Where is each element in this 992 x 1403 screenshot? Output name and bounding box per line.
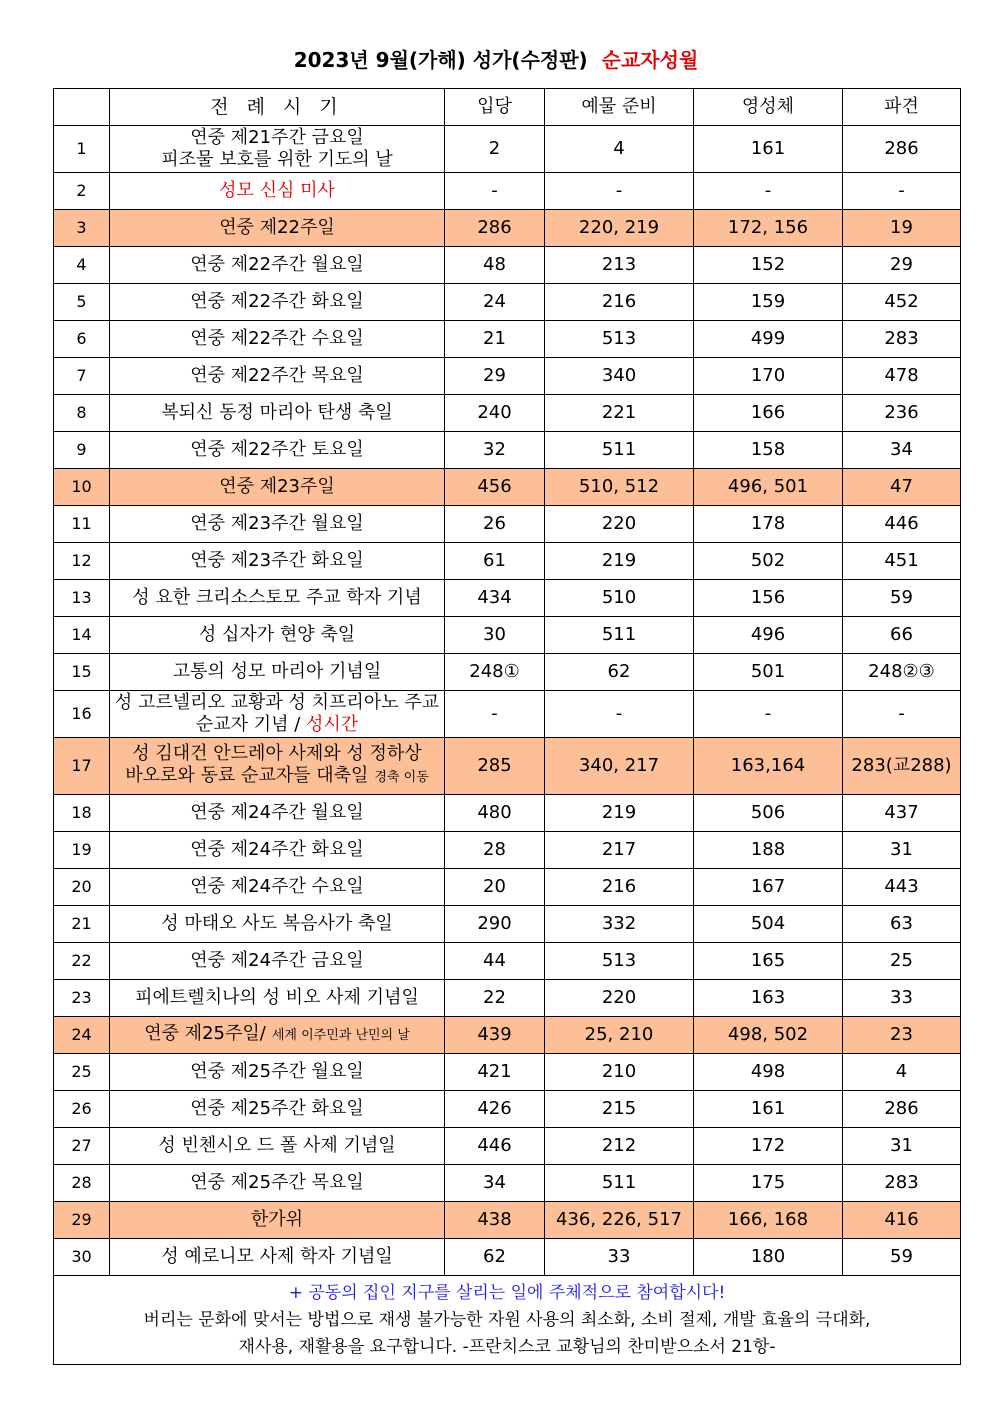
entrance-hymn: 30: [445, 617, 545, 654]
day-number: 25: [54, 1054, 110, 1091]
footer-row: [54, 1276, 961, 1365]
dismissal-hymn: 31: [843, 1128, 961, 1165]
dismissal-hymn: 63: [843, 906, 961, 943]
day-number: 21: [54, 906, 110, 943]
communion-hymn: 506: [694, 795, 843, 832]
table-row: [54, 943, 961, 980]
offertory-hymn: 4: [545, 126, 694, 173]
liturgy-name-line1: 연중 제21주간 금요일: [190, 127, 364, 148]
communion-hymn: 159: [694, 284, 843, 321]
footer-line3: 재사용, 재활용을 요구합니다. -프란치스코 교황님의 찬미받으소서 21항-: [238, 1336, 776, 1357]
offertory-hymn: 25, 210: [545, 1017, 694, 1054]
offertory-hymn: 213: [545, 247, 694, 284]
communion-hymn: -: [694, 173, 843, 210]
dismissal-hymn: 29: [843, 247, 961, 284]
offertory-hymn: 216: [545, 869, 694, 906]
communion-hymn: 161: [694, 1091, 843, 1128]
liturgy-name: [110, 210, 445, 247]
table-row: [54, 395, 961, 432]
table-row: [54, 1017, 961, 1054]
liturgy-name: [110, 358, 445, 395]
liturgy-name-line2: [110, 149, 444, 171]
day-number: 18: [54, 795, 110, 832]
header-entrance: 입당: [445, 89, 545, 126]
liturgy-name-text: 복되신 동정 마리아 탄생 축일: [161, 402, 393, 423]
liturgy-name-text: 연중 제25주간 화요일: [190, 1098, 364, 1119]
liturgy-name: [110, 1239, 445, 1276]
offertory-hymn: 219: [545, 543, 694, 580]
table-row: [54, 869, 961, 906]
day-number: 9: [54, 432, 110, 469]
table-row: [54, 126, 961, 173]
communion-hymn: 502: [694, 543, 843, 580]
liturgy-name: [110, 469, 445, 506]
liturgy-name-text: 연중 제24주간 화요일: [190, 839, 364, 860]
liturgy-name: [110, 1091, 445, 1128]
liturgy-name: [110, 1054, 445, 1091]
table-row: [54, 358, 961, 395]
dismissal-hymn: 59: [843, 1239, 961, 1276]
liturgy-name-text: 연중 제24주간 금요일: [190, 950, 364, 971]
entrance-hymn: 438: [445, 1202, 545, 1239]
liturgy-name: [110, 543, 445, 580]
entrance-hymn: 439: [445, 1017, 545, 1054]
liturgy-name-text: 연중 제25주일/: [144, 1023, 266, 1044]
entrance-hymn: 22: [445, 980, 545, 1017]
liturgy-name-text: 성 요한 크리소스토모 주교 학자 기념: [132, 587, 422, 608]
communion-hymn: 180: [694, 1239, 843, 1276]
liturgy-name-text: 연중 제24주간 수요일: [190, 876, 364, 897]
liturgy-name: [110, 832, 445, 869]
header-dismissal: 파견: [843, 89, 961, 126]
offertory-hymn: 220: [545, 980, 694, 1017]
day-number: 4: [54, 247, 110, 284]
communion-hymn: 163: [694, 980, 843, 1017]
liturgy-name: [110, 247, 445, 284]
header-communion: 영성체: [694, 89, 843, 126]
table-row: [54, 506, 961, 543]
liturgy-name-text: 연중 제22주간 수요일: [190, 328, 364, 349]
communion-hymn: 166: [694, 395, 843, 432]
header-row: [54, 89, 961, 126]
day-number: 28: [54, 1165, 110, 1202]
entrance-hymn: 285: [445, 738, 545, 795]
table-row: [54, 980, 961, 1017]
dismissal-hymn: 59: [843, 580, 961, 617]
liturgy-name-text: 연중 제22주일: [219, 217, 335, 238]
entrance-hymn: 44: [445, 943, 545, 980]
offertory-hymn: 220, 219: [545, 210, 694, 247]
liturgy-name: [110, 617, 445, 654]
dismissal-hymn: 33: [843, 980, 961, 1017]
offertory-hymn: 332: [545, 906, 694, 943]
dismissal-hymn: 248②③: [843, 654, 961, 691]
liturgy-name-line2-text: 순교자 기념 /: [195, 714, 306, 735]
communion-hymn: -: [694, 691, 843, 738]
table-row: [54, 210, 961, 247]
table-row: [54, 1091, 961, 1128]
offertory-hymn: 511: [545, 432, 694, 469]
table-row: [54, 580, 961, 617]
liturgy-name-text: 성 빈첸시오 드 폴 사제 기념일: [158, 1135, 396, 1156]
liturgy-name-text: 한가위: [250, 1209, 304, 1230]
title-accent: 순교자성월: [601, 48, 699, 72]
offertory-hymn: 340, 217: [545, 738, 694, 795]
day-number: 19: [54, 832, 110, 869]
day-number: 16: [54, 691, 110, 738]
communion-hymn: 172, 156: [694, 210, 843, 247]
page-title: [0, 44, 992, 73]
communion-hymn: 498, 502: [694, 1017, 843, 1054]
table-row: [54, 247, 961, 284]
footer-line1: + 공동의 집인 지구를 살리는 일에 주체적으로 참여합시다!: [288, 1282, 726, 1303]
offertory-hymn: 62: [545, 654, 694, 691]
liturgy-name-red: 성시간: [306, 714, 359, 735]
day-number: 24: [54, 1017, 110, 1054]
day-number: 30: [54, 1239, 110, 1276]
day-number: 29: [54, 1202, 110, 1239]
communion-hymn: 152: [694, 247, 843, 284]
table-row: [54, 173, 961, 210]
dismissal-hymn: 31: [843, 832, 961, 869]
communion-hymn: 163,164: [694, 738, 843, 795]
entrance-hymn: 240: [445, 395, 545, 432]
entrance-hymn: 434: [445, 580, 545, 617]
table-row: [54, 617, 961, 654]
dismissal-hymn: 236: [843, 395, 961, 432]
day-number: 10: [54, 469, 110, 506]
dismissal-hymn: 416: [843, 1202, 961, 1239]
communion-hymn: 161: [694, 126, 843, 173]
liturgy-name-text: 고통의 성모 마리아 기념일: [172, 661, 382, 682]
day-number: 15: [54, 654, 110, 691]
offertory-hymn: 340: [545, 358, 694, 395]
table-row: [54, 432, 961, 469]
table-row: [54, 832, 961, 869]
liturgy-name: [110, 980, 445, 1017]
day-number: 5: [54, 284, 110, 321]
liturgy-name: [110, 691, 445, 738]
offertory-hymn: 221: [545, 395, 694, 432]
liturgy-name: [110, 1202, 445, 1239]
table-row: [54, 1239, 961, 1276]
entrance-hymn: 21: [445, 321, 545, 358]
table-row: [54, 654, 961, 691]
dismissal-hymn: -: [843, 173, 961, 210]
liturgy-name-small: 세계 이주민과 난민의 날: [271, 1028, 410, 1043]
liturgy-name-text: 연중 제23주간 월요일: [190, 513, 364, 534]
liturgy-name: [110, 580, 445, 617]
entrance-hymn: 62: [445, 1239, 545, 1276]
dismissal-hymn: 446: [843, 506, 961, 543]
communion-hymn: 158: [694, 432, 843, 469]
day-number: 14: [54, 617, 110, 654]
dismissal-hymn: 437: [843, 795, 961, 832]
communion-hymn: 188: [694, 832, 843, 869]
entrance-hymn: 426: [445, 1091, 545, 1128]
communion-hymn: 166, 168: [694, 1202, 843, 1239]
entrance-hymn: 48: [445, 247, 545, 284]
table-row: [54, 284, 961, 321]
title-main: 2023년 9월(가해) 성가(수정판): [293, 48, 588, 72]
table-row: [54, 1054, 961, 1091]
communion-hymn: 178: [694, 506, 843, 543]
footer-line2: 버리는 문화에 맞서는 방법으로 재생 불가능한 자원 사용의 최소화, 소비 절제, 개발 효율의 극대화,: [143, 1309, 871, 1330]
liturgy-name: [110, 126, 445, 173]
table-row: [54, 1202, 961, 1239]
day-number: 12: [54, 543, 110, 580]
liturgy-name: [110, 432, 445, 469]
liturgy-name-text: 성 십자가 현양 축일: [198, 624, 356, 645]
entrance-hymn: 61: [445, 543, 545, 580]
dismissal-hymn: 286: [843, 1091, 961, 1128]
liturgy-name-text: 피에트렐치나의 성 비오 사제 기념일: [135, 987, 419, 1008]
liturgy-name-text: 연중 제25주간 목요일: [190, 1172, 364, 1193]
entrance-hymn: 2: [445, 126, 545, 173]
day-number: 20: [54, 869, 110, 906]
liturgy-name-text: 연중 제24주간 월요일: [190, 802, 364, 823]
dismissal-hymn: 451: [843, 543, 961, 580]
liturgy-name: [110, 284, 445, 321]
liturgy-name-text: 연중 제23주일: [219, 476, 335, 497]
liturgy-name: [110, 173, 445, 210]
liturgy-name: [110, 321, 445, 358]
liturgy-name: [110, 795, 445, 832]
offertory-hymn: 216: [545, 284, 694, 321]
liturgy-name: [110, 506, 445, 543]
offertory-hymn: 510: [545, 580, 694, 617]
liturgy-name: [110, 738, 445, 795]
day-number: 27: [54, 1128, 110, 1165]
footer-note: [54, 1276, 961, 1365]
communion-hymn: 496: [694, 617, 843, 654]
dismissal-hymn: 34: [843, 432, 961, 469]
dismissal-hymn: 452: [843, 284, 961, 321]
entrance-hymn: 421: [445, 1054, 545, 1091]
liturgy-name-line2-text: 피조물 보호를 위한 기도의 날: [161, 149, 393, 170]
header-offertory: 예물 준비: [545, 89, 694, 126]
day-number: 23: [54, 980, 110, 1017]
dismissal-hymn: 23: [843, 1017, 961, 1054]
communion-hymn: 170: [694, 358, 843, 395]
offertory-hymn: -: [545, 691, 694, 738]
dismissal-hymn: 4: [843, 1054, 961, 1091]
communion-hymn: 498: [694, 1054, 843, 1091]
offertory-hymn: 511: [545, 1165, 694, 1202]
liturgy-name: [110, 1017, 445, 1054]
communion-hymn: 172: [694, 1128, 843, 1165]
day-number: 6: [54, 321, 110, 358]
communion-hymn: 175: [694, 1165, 843, 1202]
entrance-hymn: 24: [445, 284, 545, 321]
liturgy-name-line2-text: 바오로와 동료 순교자들 대축일: [125, 765, 369, 786]
dismissal-hymn: 47: [843, 469, 961, 506]
offertory-hymn: 212: [545, 1128, 694, 1165]
day-number: 13: [54, 580, 110, 617]
offertory-hymn: 210: [545, 1054, 694, 1091]
table-row: [54, 469, 961, 506]
day-number: 2: [54, 173, 110, 210]
dismissal-hymn: -: [843, 691, 961, 738]
day-number: 26: [54, 1091, 110, 1128]
liturgy-name-line2: [110, 714, 444, 736]
offertory-hymn: 33: [545, 1239, 694, 1276]
liturgy-name-line1: 성 김대건 안드레아 사제와 성 정하상: [132, 743, 422, 764]
liturgy-name-text: 연중 제25주간 월요일: [190, 1061, 364, 1082]
day-number: 1: [54, 126, 110, 173]
entrance-hymn: 456: [445, 469, 545, 506]
liturgy-name: [110, 906, 445, 943]
dismissal-hymn: 478: [843, 358, 961, 395]
entrance-hymn: 20: [445, 869, 545, 906]
offertory-hymn: 513: [545, 943, 694, 980]
entrance-hymn: 26: [445, 506, 545, 543]
liturgy-name: [110, 869, 445, 906]
entrance-hymn: 248①: [445, 654, 545, 691]
dismissal-hymn: 25: [843, 943, 961, 980]
liturgy-name-text: 연중 제22주간 목요일: [190, 365, 364, 386]
entrance-hymn: 286: [445, 210, 545, 247]
liturgy-name-text: 성모 신심 미사: [219, 180, 335, 201]
communion-hymn: 165: [694, 943, 843, 980]
day-number: 22: [54, 943, 110, 980]
dismissal-hymn: 19: [843, 210, 961, 247]
day-number: 8: [54, 395, 110, 432]
dismissal-hymn: 283(교288): [843, 738, 961, 795]
offertory-hymn: -: [545, 173, 694, 210]
liturgy-name-small: 경축 이동: [374, 770, 429, 785]
liturgy-name-text: 연중 제22주간 월요일: [190, 254, 364, 275]
dismissal-hymn: 283: [843, 1165, 961, 1202]
table-row: [54, 321, 961, 358]
offertory-hymn: 510, 512: [545, 469, 694, 506]
table-row: [54, 906, 961, 943]
table-row: [54, 1128, 961, 1165]
table-row: [54, 543, 961, 580]
liturgy-name-line2: [110, 765, 444, 789]
offertory-hymn: 220: [545, 506, 694, 543]
day-number: 7: [54, 358, 110, 395]
offertory-hymn: 217: [545, 832, 694, 869]
liturgy-name-text: 성 마태오 사도 복음사가 축일: [161, 913, 393, 934]
offertory-hymn: 215: [545, 1091, 694, 1128]
entrance-hymn: 32: [445, 432, 545, 469]
communion-hymn: 167: [694, 869, 843, 906]
dismissal-hymn: 283: [843, 321, 961, 358]
liturgy-name: [110, 1128, 445, 1165]
liturgy-name: [110, 395, 445, 432]
liturgy-name: [110, 654, 445, 691]
dismissal-hymn: 286: [843, 126, 961, 173]
header-num: [54, 89, 110, 126]
hymn-schedule-table: [53, 88, 961, 1365]
entrance-hymn: 480: [445, 795, 545, 832]
liturgy-name-text: 연중 제22주간 토요일: [190, 439, 364, 460]
table-row: [54, 1165, 961, 1202]
entrance-hymn: 290: [445, 906, 545, 943]
offertory-hymn: 513: [545, 321, 694, 358]
dismissal-hymn: 443: [843, 869, 961, 906]
entrance-hymn: 34: [445, 1165, 545, 1202]
header-liturgy: 전 례 시 기: [110, 89, 445, 126]
liturgy-name: [110, 943, 445, 980]
communion-hymn: 504: [694, 906, 843, 943]
liturgy-name: [110, 1165, 445, 1202]
entrance-hymn: -: [445, 691, 545, 738]
offertory-hymn: 511: [545, 617, 694, 654]
communion-hymn: 156: [694, 580, 843, 617]
liturgy-name-line1: 성 고르넬리오 교황과 성 치프리아노 주교: [114, 692, 440, 713]
table-row: [54, 691, 961, 738]
day-number: 3: [54, 210, 110, 247]
communion-hymn: 496, 501: [694, 469, 843, 506]
liturgy-name-text: 성 예로니모 사제 학자 기념일: [161, 1246, 393, 1267]
entrance-hymn: 446: [445, 1128, 545, 1165]
communion-hymn: 499: [694, 321, 843, 358]
dismissal-hymn: 66: [843, 617, 961, 654]
day-number: 11: [54, 506, 110, 543]
table-row: [54, 795, 961, 832]
table-row: [54, 738, 961, 795]
offertory-hymn: 219: [545, 795, 694, 832]
entrance-hymn: -: [445, 173, 545, 210]
communion-hymn: 501: [694, 654, 843, 691]
offertory-hymn: 436, 226, 517: [545, 1202, 694, 1239]
liturgy-name-text: 연중 제23주간 화요일: [190, 550, 364, 571]
day-number: 17: [54, 738, 110, 795]
liturgy-name-text: 연중 제22주간 화요일: [190, 291, 364, 312]
entrance-hymn: 29: [445, 358, 545, 395]
entrance-hymn: 28: [445, 832, 545, 869]
